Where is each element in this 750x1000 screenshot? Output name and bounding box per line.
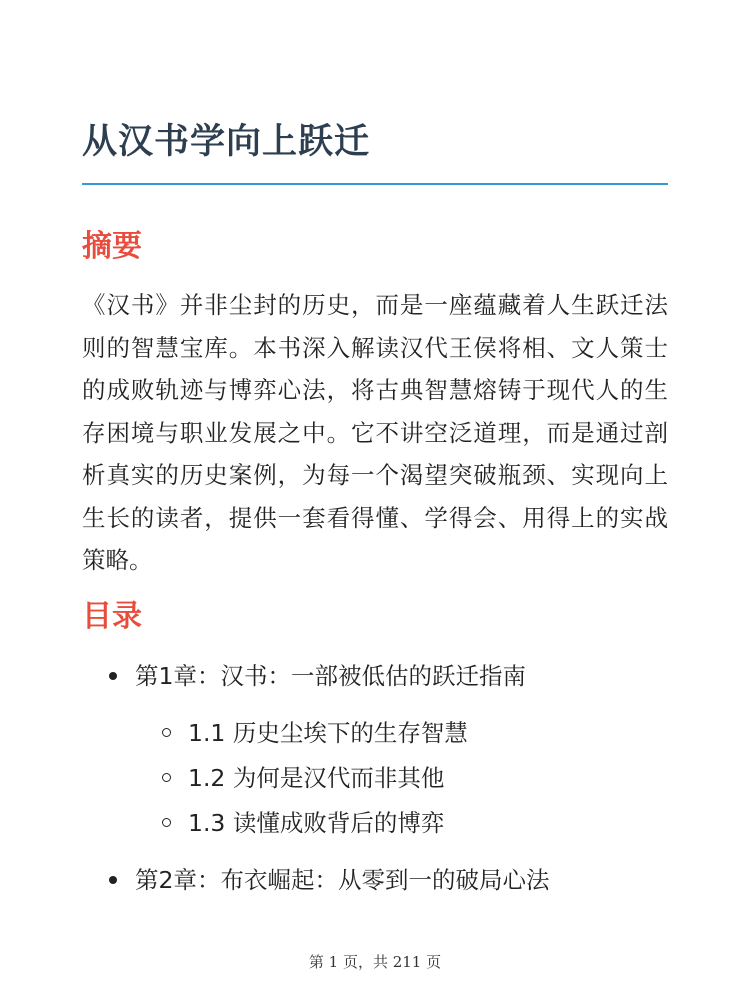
bullet-disc-icon — [109, 672, 117, 680]
title-divider — [82, 183, 668, 185]
toc-section-label: 1.3 读懂成败背后的博弈 — [188, 809, 445, 837]
bullet-circle-icon — [162, 773, 171, 782]
bullet-circle-icon — [162, 728, 171, 737]
toc-heading: 目录 — [82, 599, 142, 634]
bullet-circle-icon — [162, 818, 171, 827]
toc-section-label: 1.2 为何是汉代而非其他 — [188, 764, 445, 792]
abstract-paragraph: 《汉书》并非尘封的历史，而是一座蕴藏着人生跃迁法则的智慧宝库。本书深入解读汉代王侯将相、文人策士的成败轨迹与博弈心法，将古典智慧熔铸于现代人的生存困境与职业发展之中。它不讲空泛道理，而是通过剖析真实的历史案例，为每一个渴望突破瓶颈、实现向上生长的读者，提供一套看得懂、学得会、用得上的实战策略。 — [82, 291, 668, 574]
toc-chapter-label: 第1章：汉书：一部被低估的跃迁指南 — [135, 662, 526, 690]
document-title: 从汉书学向上跃迁 — [82, 122, 371, 162]
bullet-disc-icon — [109, 876, 117, 884]
toc-chapter-label: 第2章：布衣崛起：从零到一的破局心法 — [135, 866, 550, 894]
page-number-footer: 第 1 页，共 211 页 — [308, 953, 442, 971]
abstract-heading: 摘要 — [82, 229, 142, 264]
toc-section-label: 1.1 历史尘埃下的生存智慧 — [188, 719, 468, 747]
